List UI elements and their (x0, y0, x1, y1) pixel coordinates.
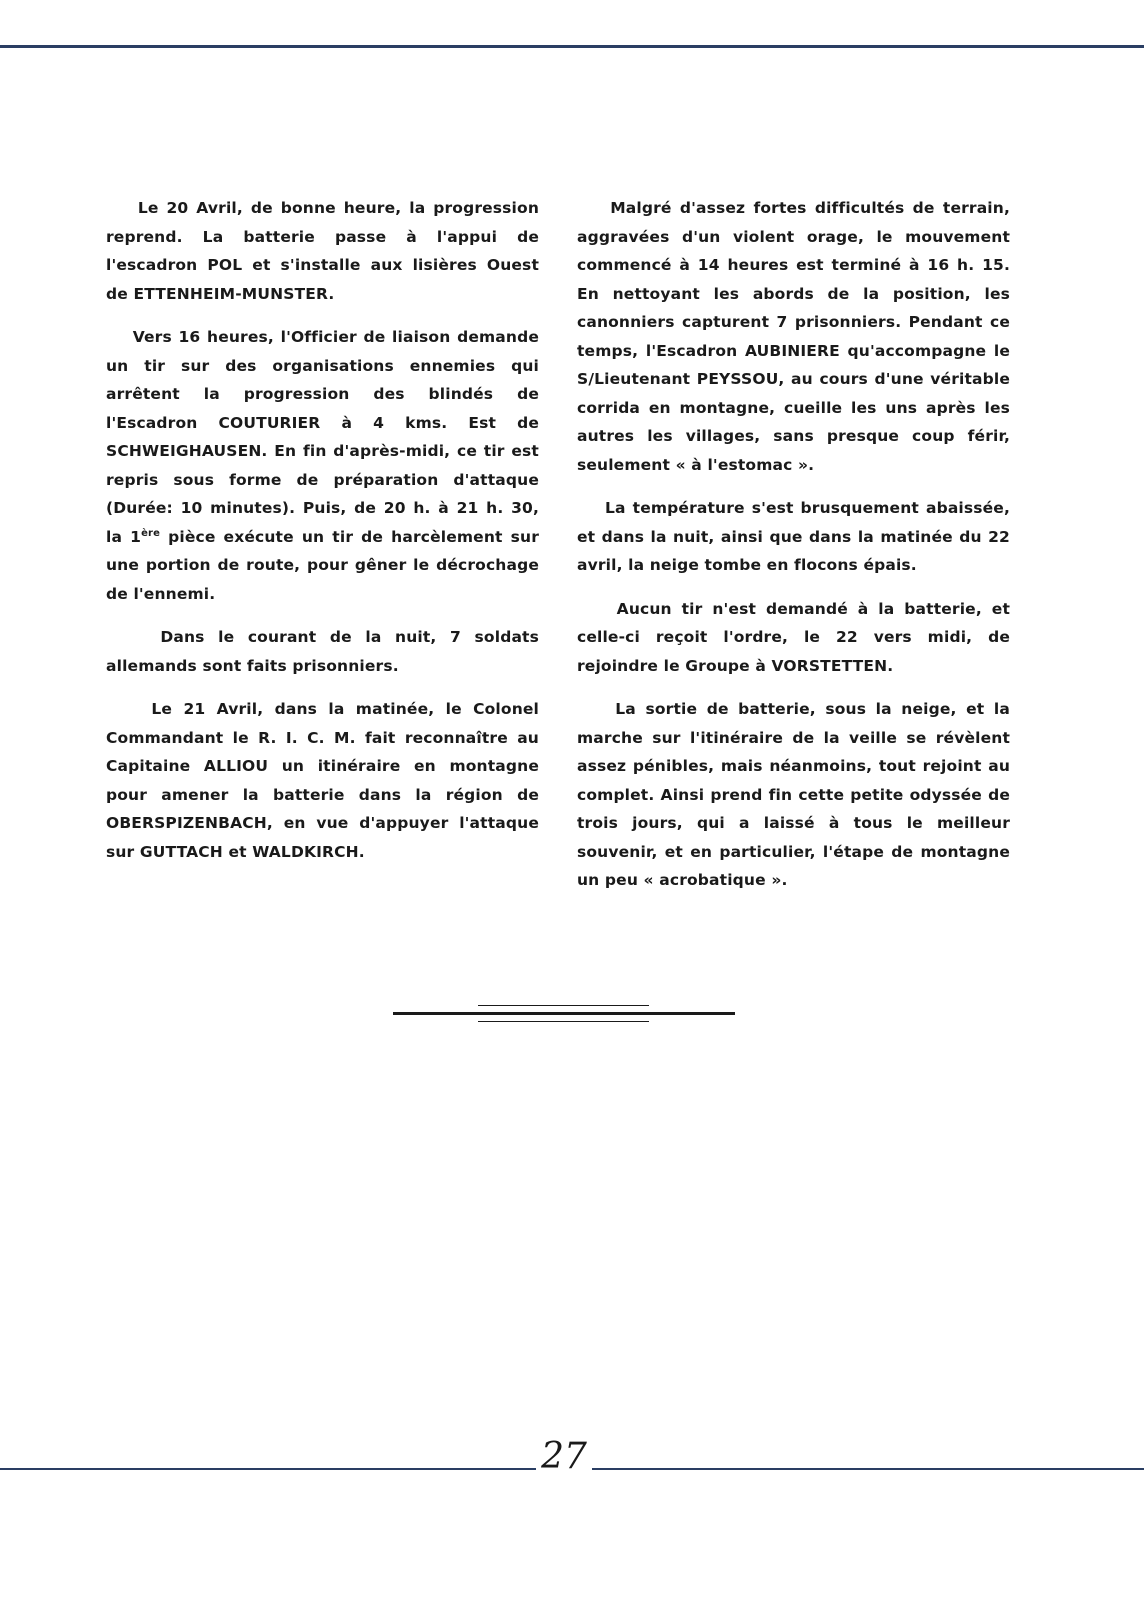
superscript: ère (141, 527, 161, 539)
paragraph-text: Malgré d'assez fortes difficultés de terrain, aggravées d'un violent orage, le mouvement commencé à 14 heures est terminé à 16 h. 15. En nettoyant les abords de la position, les canonniers capturent 7 prisonniers. Pendant ce temps, l'Escadron AUBINIERE qu'accompagne le S/Lieutenant PEYSSOU, au cours d'une véritable corrida en montagne, cueille les uns après les autres les villages, sans presque coup férir, seulement « à l'estomac ». (577, 199, 1010, 474)
paragraph-text: Dans le courant de la nuit, 7 soldats allemands sont faits prisonniers. (106, 628, 539, 675)
paragraph-text: La sortie de batterie, sous la neige, et la marche sur l'itinéraire de la veille se révèlent assez pénibles, mais néanmoins, tout rejoint au complet. Ainsi prend fin cette petite odyssée de trois jours, qui a laissé à tous le meilleur souvenir, et en particulier, l'étape de montagne un peu « acrobatique ». (577, 700, 1010, 889)
paragraph-text: Vers 16 heures, l'Officier de liaison demande un tir sur des organisations ennemies qui arrêtent la progression des blindés de l'Escadron COUTURIER à 4 kms. Est de SCHWEIGHAUSEN. En fin d'après-midi, ce tir est repris sous forme de préparation d'attaque (Durée: 10 minutes). Puis, de 20 h. à 21 h. 30, la 1 (106, 328, 539, 546)
paragraph (106, 194, 539, 308)
paragraph (577, 194, 1010, 479)
page-number: 27 (541, 1436, 587, 1477)
right-column (577, 194, 1010, 910)
footer-rule-right (592, 1468, 1144, 1470)
paragraph (577, 595, 1010, 681)
paragraph (577, 695, 1010, 895)
paragraph-text: Le 20 Avril, de bonne heure, la progression reprend. La batterie passe à l'appui de l'escadron POL et s'installe aux lisières Ouest de ETTENHEIM-MUNSTER. (106, 199, 539, 303)
paragraph-text: pièce exécute un tir de harcèlement sur une portion de route, pour gêner le décrochage de l'ennemi. (106, 527, 540, 603)
paragraph-text: Le 21 Avril, dans la matinée, le Colonel Commandant le R. I. C. M. fait reconnaître au Capitaine ALLIOU un itinéraire en montagne pour amener la batterie dans la région de OBERSPIZENBACH, en vue d'appuyer l'attaque sur GUTTACH et WALDKIRCH. (106, 700, 540, 861)
separator-thin-bottom (478, 1021, 649, 1022)
footer-rule-left (0, 1468, 536, 1470)
separator-main (393, 1012, 735, 1015)
paragraph (577, 494, 1010, 580)
paragraph (106, 623, 539, 680)
paragraph-text: La température s'est brusquement abaissée, et dans la nuit, ainsi que dans la matinée du 22 avril, la neige tombe en flocons épais. (577, 499, 1011, 574)
left-column (106, 194, 539, 881)
paragraph-text: Aucun tir n'est demandé à la batterie, et celle-ci reçoit l'ordre, le 22 vers midi, de rejoindre le Groupe à VORSTETTEN. (577, 599, 1011, 675)
paragraph (106, 695, 539, 866)
paragraph (106, 323, 539, 608)
separator-thin-top (478, 1005, 649, 1006)
top-rule (0, 45, 1144, 48)
